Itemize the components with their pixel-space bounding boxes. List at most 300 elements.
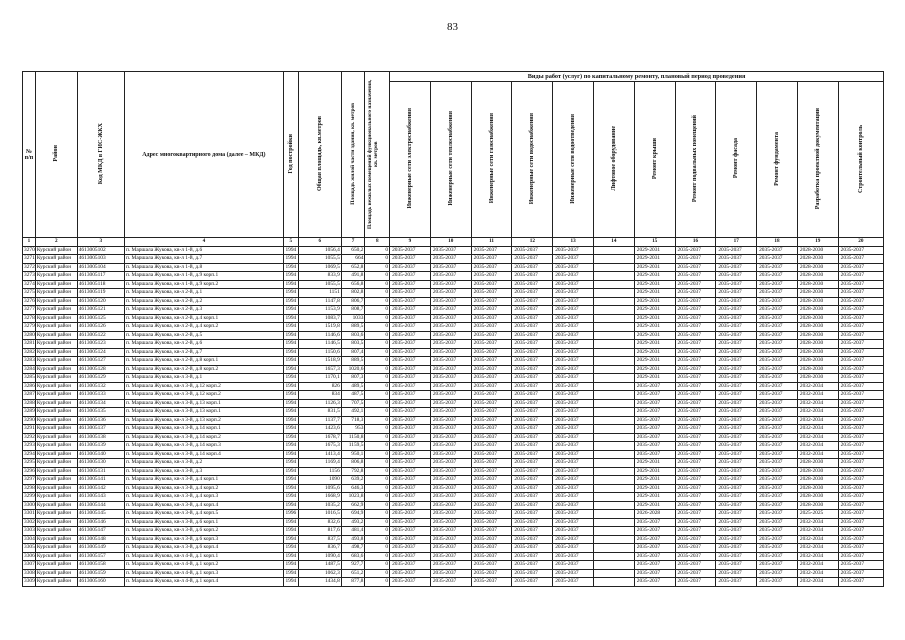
- cell-cod: 4613005158: [77, 561, 124, 570]
- cell-rgn: Курский район: [35, 493, 77, 502]
- table-row: [23, 578, 884, 587]
- cell-period: 2035-2037: [471, 578, 512, 587]
- cell-period: [593, 467, 634, 476]
- cell-period: 2032-2034: [797, 518, 838, 527]
- cell-ar: 1035,2: [298, 501, 341, 510]
- cell-period: 2035-2037: [675, 527, 716, 536]
- cell-period: 2035-2037: [512, 442, 553, 451]
- cell-period: 2035-2037: [675, 314, 716, 323]
- cell-num: 3303: [24, 527, 35, 533]
- cell-nl: 0: [365, 374, 390, 383]
- cell-yr: 1994: [283, 425, 298, 434]
- cell-lv: 889,5: [341, 323, 365, 332]
- cell-nl: 0: [365, 561, 390, 570]
- cell-period: 2035-2037: [716, 399, 757, 408]
- column-number: 14: [593, 238, 634, 247]
- cell-adr: п. Маршала Жукова, кв-л 3-й, д.12 корп.2: [124, 382, 283, 391]
- cell-period: 2035-2037: [512, 255, 553, 264]
- cell-period: 2035-2037: [430, 450, 471, 459]
- cell-period: 2035-2037: [390, 510, 431, 519]
- cell-period: 2035-2037: [675, 569, 716, 578]
- cell-yr: 1994: [283, 331, 298, 340]
- cell-period: 2035-2037: [675, 348, 716, 357]
- cell-period: 2035-2037: [471, 399, 512, 408]
- cell-period: 2035-2037: [430, 391, 471, 400]
- cell-cod: 4613005121: [77, 306, 124, 315]
- cell-num: 3281: [24, 340, 35, 346]
- cell-num: 3272: [24, 263, 35, 270]
- cell-nl: 0: [365, 467, 390, 476]
- cell-period: 2035-2037: [390, 255, 431, 264]
- cell-lv: 807,3: [341, 374, 365, 383]
- cell-lv: 707,5: [341, 399, 365, 408]
- cell-ar: 1413,4: [298, 450, 341, 459]
- header-work-3: Инженерные сети газоснабжения: [471, 82, 512, 238]
- table-row: [23, 246, 884, 255]
- cell-rgn: Курский район: [35, 289, 77, 298]
- cell-period: 2026-2028: [634, 510, 675, 519]
- cell-period: 2035-2037: [716, 476, 757, 485]
- cell-yr: 1994: [283, 357, 298, 366]
- cell-lv: 1033: [341, 314, 365, 323]
- cell-period: 2029-2031: [634, 476, 675, 485]
- cell-yr: 1994: [283, 535, 298, 544]
- cell-period: 2035-2037: [838, 433, 883, 442]
- cell-nl: 0: [365, 408, 390, 417]
- cell-period: 2035-2037: [553, 374, 594, 383]
- cell-period: 2035-2037: [634, 535, 675, 544]
- cell-yr: 1994: [283, 518, 298, 527]
- cell-period: 2035-2037: [675, 399, 716, 408]
- cell-period: 2035-2037: [675, 501, 716, 510]
- cell-period: 2029-2031: [634, 289, 675, 298]
- cell-num: 3306: [24, 552, 35, 559]
- cell-period: 2029-2031: [634, 272, 675, 281]
- cell-ar: 1069,5: [298, 263, 341, 272]
- cell-period: 2029-2031: [634, 280, 675, 289]
- cell-period: 2035-2037: [471, 306, 512, 315]
- cell-adr: п. Маршала Жукова, кв-л 3-й, д.13 корп.1: [124, 399, 283, 408]
- cell-period: 2029-2031: [634, 255, 675, 264]
- cell-period: 2029-2031: [634, 467, 675, 476]
- cell-nl: 0: [365, 552, 390, 561]
- cell-adr: п. Маршала Жукова, кв-л 2-й, д.4 корп.2: [124, 323, 283, 332]
- cell-period: 2035-2037: [675, 340, 716, 349]
- cell-period: 2035-2037: [471, 323, 512, 332]
- cell-num: 3296: [24, 467, 35, 474]
- cell-period: 2035-2037: [838, 459, 883, 468]
- cell-nl: 0: [365, 476, 390, 485]
- cell-ar: 826: [298, 382, 341, 391]
- cell-period: 2029-2031: [634, 501, 675, 510]
- cell-period: 2029-2031: [634, 306, 675, 315]
- cell-nl: 0: [365, 527, 390, 536]
- cell-period: 2035-2037: [430, 263, 471, 272]
- cell-period: 2035-2037: [553, 289, 594, 298]
- cell-period: 2035-2037: [675, 382, 716, 391]
- cell-period: 2035-2037: [675, 578, 716, 587]
- cell-period: 2035-2037: [430, 416, 471, 425]
- cell-period: [593, 501, 634, 510]
- cell-lv: 656,8: [341, 280, 365, 289]
- cell-rgn: Курский район: [35, 280, 77, 289]
- cell-yr: 1994: [283, 578, 298, 587]
- cell-yr: 1994: [283, 416, 298, 425]
- cell-period: 2035-2037: [430, 246, 471, 255]
- header-work-2: Инженерные сети теплоснабжения: [430, 82, 471, 238]
- cell-period: 2035-2037: [838, 365, 883, 374]
- cell-period: 2035-2037: [838, 340, 883, 349]
- cell-period: [593, 408, 634, 417]
- cell-period: 2035-2037: [757, 348, 798, 357]
- cell-num: 3290: [24, 416, 35, 423]
- cell-cod: 4613005147: [77, 527, 124, 536]
- cell-adr: п. Маршала Жукова, кв-л 3-й, д.14 корп.3: [124, 442, 283, 451]
- cell-period: 2035-2037: [675, 510, 716, 519]
- cell-period: 2035-2037: [838, 246, 883, 255]
- cell-period: 2035-2037: [553, 399, 594, 408]
- cell-period: 2035-2037: [512, 476, 553, 485]
- cell-period: 2035-2037: [757, 467, 798, 476]
- cell-period: 2035-2037: [675, 442, 716, 451]
- table-row: [23, 374, 884, 383]
- header-living-area: Площадь жилой части здания, кв. метров: [341, 72, 365, 238]
- cell-period: 2035-2037: [471, 510, 512, 519]
- cell-yr: 1996: [283, 510, 298, 519]
- cell-period: 2035-2037: [390, 467, 431, 476]
- cell-period: 2035-2037: [430, 408, 471, 417]
- cell-period: 2035-2037: [430, 510, 471, 519]
- cell-adr: п. Маршала Жукова, кв-л 1-й, д.6: [124, 246, 283, 255]
- cell-ar: 1519,8: [298, 323, 341, 332]
- column-number: 10: [430, 238, 471, 247]
- cell-cod: 4613005145: [77, 510, 124, 519]
- cell-num: 3270: [24, 246, 35, 253]
- cell-period: 2035-2037: [512, 348, 553, 357]
- cell-period: 2029-2031: [634, 323, 675, 332]
- cell-period: 2028-2030: [797, 374, 838, 383]
- cell-rgn: Курский район: [35, 561, 77, 570]
- column-number: 4: [124, 238, 283, 247]
- capital-repair-table: [22, 71, 884, 587]
- cell-period: 2035-2037: [675, 306, 716, 315]
- cell-ar: 1668,9: [298, 493, 341, 502]
- cell-period: 2035-2037: [838, 578, 883, 587]
- cell-rgn: Курский район: [35, 425, 77, 434]
- cell-ar: 833,9: [298, 272, 341, 281]
- cell-nl: 0: [365, 289, 390, 298]
- cell-lv: 481,4: [341, 527, 365, 536]
- cell-period: 2035-2037: [634, 518, 675, 527]
- cell-period: 2035-2037: [430, 467, 471, 476]
- cell-period: [593, 442, 634, 451]
- cell-period: 2035-2037: [716, 425, 757, 434]
- cell-cod: 4613005127: [77, 357, 124, 366]
- cell-period: 2035-2037: [634, 425, 675, 434]
- cell-period: 2035-2037: [390, 425, 431, 434]
- cell-period: 2035-2037: [757, 263, 798, 272]
- cell-yr: 1994: [283, 476, 298, 485]
- cell-ar: 1095,6: [298, 484, 341, 493]
- cell-lv: 877,8: [341, 578, 365, 587]
- cell-period: 2035-2037: [471, 348, 512, 357]
- table-row: [23, 340, 884, 349]
- cell-period: 2035-2037: [757, 374, 798, 383]
- cell-period: 2035-2037: [716, 484, 757, 493]
- cell-period: 2035-2037: [471, 450, 512, 459]
- cell-nl: 0: [365, 272, 390, 281]
- cell-ar: 1147,8: [298, 297, 341, 306]
- cell-period: 2035-2037: [553, 484, 594, 493]
- cell-nl: 0: [365, 306, 390, 315]
- cell-period: 2035-2037: [675, 272, 716, 281]
- cell-rgn: Курский район: [35, 272, 77, 281]
- cell-rgn: Курский район: [35, 263, 77, 272]
- cell-rgn: Курский район: [35, 246, 77, 255]
- cell-num: 3289: [24, 408, 35, 414]
- cell-ar: 1062,3: [298, 569, 341, 578]
- cell-yr: 1994: [283, 246, 298, 255]
- cell-period: 2035-2037: [430, 306, 471, 315]
- cell-period: 2035-2037: [471, 365, 512, 374]
- cell-period: 2029-2031: [634, 314, 675, 323]
- cell-lv: 492,1: [341, 408, 365, 417]
- cell-adr: п. Маршала Жукова, кв-л 4-й, д.1 корп.3: [124, 569, 283, 578]
- cell-period: 2035-2037: [838, 425, 883, 434]
- table-row: [23, 535, 884, 544]
- cell-period: 2035-2037: [757, 340, 798, 349]
- cell-period: 2028-2030: [797, 476, 838, 485]
- cell-period: 2035-2037: [430, 493, 471, 502]
- cell-period: 2035-2037: [675, 416, 716, 425]
- cell-period: 2035-2037: [390, 340, 431, 349]
- header-work-4: Инженерные сети водоснабжения: [512, 82, 553, 238]
- column-number: 20: [838, 238, 883, 247]
- header-work-5: Инженерные сети водоотведения: [553, 82, 594, 238]
- cell-period: 2035-2037: [553, 382, 594, 391]
- cell-nl: 0: [365, 535, 390, 544]
- cell-num: 3275: [24, 289, 35, 295]
- cell-period: 2035-2037: [757, 246, 798, 255]
- cell-period: 2035-2037: [553, 501, 594, 510]
- cell-period: 2035-2037: [512, 263, 553, 272]
- cell-period: 2035-2037: [390, 391, 431, 400]
- table-row: [23, 323, 884, 332]
- cell-period: [593, 263, 634, 272]
- cell-period: 2035-2037: [838, 561, 883, 570]
- cell-period: 2035-2037: [430, 561, 471, 570]
- cell-rgn: Курский район: [35, 416, 77, 425]
- cell-period: 2035-2037: [675, 255, 716, 264]
- cell-period: 2035-2037: [716, 280, 757, 289]
- cell-period: 2035-2037: [553, 510, 594, 519]
- column-number: 19: [797, 238, 838, 247]
- cell-period: 2035-2037: [553, 442, 594, 451]
- cell-period: 2035-2037: [512, 280, 553, 289]
- header-work-7: Ремонт крыши: [634, 82, 675, 238]
- cell-period: 2035-2037: [838, 280, 883, 289]
- cell-cod: 4613005126: [77, 323, 124, 332]
- cell-rgn: Курский район: [35, 467, 77, 476]
- cell-period: 2035-2037: [471, 289, 512, 298]
- cell-period: 2035-2037: [471, 527, 512, 536]
- table-row: [23, 561, 884, 570]
- cell-cod: 4613005148: [77, 535, 124, 544]
- cell-adr: п. Маршала Жукова, кв-л 3-й, д.2: [124, 459, 283, 468]
- cell-period: 2028-2030: [797, 297, 838, 306]
- cell-period: [593, 493, 634, 502]
- cell-num: 3276: [24, 297, 35, 304]
- cell-period: 2035-2037: [512, 450, 553, 459]
- cell-period: 2035-2037: [512, 484, 553, 493]
- cell-period: [593, 323, 634, 332]
- cell-period: 2035-2037: [512, 416, 553, 425]
- cell-period: [593, 569, 634, 578]
- cell-cod: 4613005133: [77, 391, 124, 400]
- cell-period: [593, 272, 634, 281]
- cell-cod: 4613005103: [77, 255, 124, 264]
- header-work-12: Строительный контроль: [838, 82, 883, 238]
- cell-period: 2035-2037: [757, 425, 798, 434]
- cell-num: 3286: [24, 382, 35, 389]
- cell-cod: 4613005149: [77, 544, 124, 553]
- cell-rgn: Курский район: [35, 527, 77, 536]
- cell-period: [593, 306, 634, 315]
- table-row: [23, 399, 884, 408]
- cell-period: 2035-2037: [430, 425, 471, 434]
- cell-period: 2035-2037: [471, 382, 512, 391]
- cell-num: 3295: [24, 459, 35, 465]
- cell-period: [593, 365, 634, 374]
- cell-yr: 1994: [283, 484, 298, 493]
- cell-yr: 1994: [283, 340, 298, 349]
- cell-num: 3294: [24, 450, 35, 457]
- cell-period: 2035-2037: [553, 459, 594, 468]
- cell-period: 2035-2037: [675, 263, 716, 272]
- cell-period: 2035-2037: [757, 306, 798, 315]
- cell-period: 2035-2037: [471, 569, 512, 578]
- table-row: [23, 552, 884, 561]
- cell-period: 2035-2037: [553, 340, 594, 349]
- cell-period: 2035-2037: [512, 374, 553, 383]
- cell-nl: 0: [365, 450, 390, 459]
- cell-num: 3284: [24, 365, 35, 372]
- cell-nl: 0: [365, 331, 390, 340]
- cell-period: 2035-2037: [512, 272, 553, 281]
- cell-period: 2035-2037: [512, 569, 553, 578]
- cell-period: [593, 246, 634, 255]
- cell-period: 2035-2037: [390, 416, 431, 425]
- cell-rgn: Курский район: [35, 382, 77, 391]
- cell-period: 2035-2037: [675, 459, 716, 468]
- cell-cod: 4613005144: [77, 501, 124, 510]
- cell-rgn: Курский район: [35, 297, 77, 306]
- cell-period: 2029-2031: [634, 263, 675, 272]
- cell-period: 2035-2037: [675, 365, 716, 374]
- cell-ar: 1153,9: [298, 306, 341, 315]
- cell-period: 2025-2025: [797, 510, 838, 519]
- cell-period: 2028-2030: [797, 484, 838, 493]
- cell-nl: 0: [365, 442, 390, 451]
- cell-period: 2035-2037: [430, 272, 471, 281]
- cell-period: 2035-2037: [471, 357, 512, 366]
- cell-period: 2035-2037: [675, 433, 716, 442]
- cell-period: 2035-2037: [838, 501, 883, 510]
- header-work-10: Ремонт фундамента: [757, 82, 798, 238]
- cell-nl: 0: [365, 357, 390, 366]
- cell-period: 2035-2037: [471, 535, 512, 544]
- cell-period: 2035-2037: [553, 306, 594, 315]
- cell-period: 2035-2037: [838, 450, 883, 459]
- cell-period: 2035-2037: [838, 535, 883, 544]
- cell-period: 2035-2037: [430, 348, 471, 357]
- cell-ar: 1016,5: [298, 510, 341, 519]
- table-row: [23, 518, 884, 527]
- cell-period: 2035-2037: [471, 484, 512, 493]
- cell-num: 3300: [24, 501, 35, 508]
- cell-nl: 0: [365, 493, 390, 502]
- cell-nl: 0: [365, 297, 390, 306]
- cell-period: 2035-2037: [390, 561, 431, 570]
- cell-period: 2035-2037: [838, 306, 883, 315]
- cell-adr: п. Маршала Жукова, кв-л 2-й, д.1: [124, 289, 283, 298]
- cell-cod: 4613005146: [77, 518, 124, 527]
- cell-period: 2035-2037: [390, 399, 431, 408]
- header-code: Код МКД в ГИС-ЖКХ: [77, 72, 124, 238]
- cell-period: 2035-2037: [757, 544, 798, 553]
- cell-period: 2035-2037: [634, 399, 675, 408]
- cell-num: 3308: [24, 569, 35, 576]
- cell-yr: 1994: [283, 552, 298, 561]
- cell-cod: 4613005120: [77, 297, 124, 306]
- cell-rgn: Курский район: [35, 391, 77, 400]
- cell-lv: 950,1: [341, 450, 365, 459]
- cell-period: 2035-2037: [512, 306, 553, 315]
- cell-period: 2035-2037: [716, 450, 757, 459]
- cell-period: 2035-2037: [390, 552, 431, 561]
- cell-period: 2035-2037: [675, 408, 716, 417]
- cell-period: 2035-2037: [838, 416, 883, 425]
- cell-period: 2035-2037: [553, 323, 594, 332]
- cell-adr: п. Маршала Жукова, кв-л 2-й, д.7: [124, 348, 283, 357]
- cell-period: 2035-2037: [716, 331, 757, 340]
- cell-period: 2028-2030: [797, 289, 838, 298]
- cell-period: 2035-2037: [553, 314, 594, 323]
- cell-period: 2035-2037: [634, 408, 675, 417]
- cell-period: 2035-2037: [512, 331, 553, 340]
- cell-cod: 4613005135: [77, 408, 124, 417]
- cell-rgn: Курский район: [35, 552, 77, 561]
- cell-adr: п. Маршала Жукова, кв-л 3-й, д.6 корп.2: [124, 527, 283, 536]
- cell-cod: 4613005160: [77, 578, 124, 587]
- cell-period: 2035-2037: [757, 484, 798, 493]
- cell-yr: 1994: [283, 374, 298, 383]
- table-row: [23, 450, 884, 459]
- cell-period: 2035-2037: [471, 467, 512, 476]
- cell-num: 3282: [24, 348, 35, 355]
- cell-period: 2035-2037: [430, 518, 471, 527]
- table-row: [23, 501, 884, 510]
- cell-period: 2035-2037: [553, 450, 594, 459]
- cell-period: 2035-2037: [390, 246, 431, 255]
- cell-period: 2035-2037: [512, 340, 553, 349]
- cell-period: 2035-2037: [838, 357, 883, 366]
- cell-lv: 1023,8: [341, 493, 365, 502]
- cell-ar: 1146,5: [298, 340, 341, 349]
- cell-cod: 4613005125: [77, 314, 124, 323]
- cell-period: [593, 399, 634, 408]
- cell-adr: п. Маршала Жукова, кв-л 3-й, д.14 корп.2: [124, 433, 283, 442]
